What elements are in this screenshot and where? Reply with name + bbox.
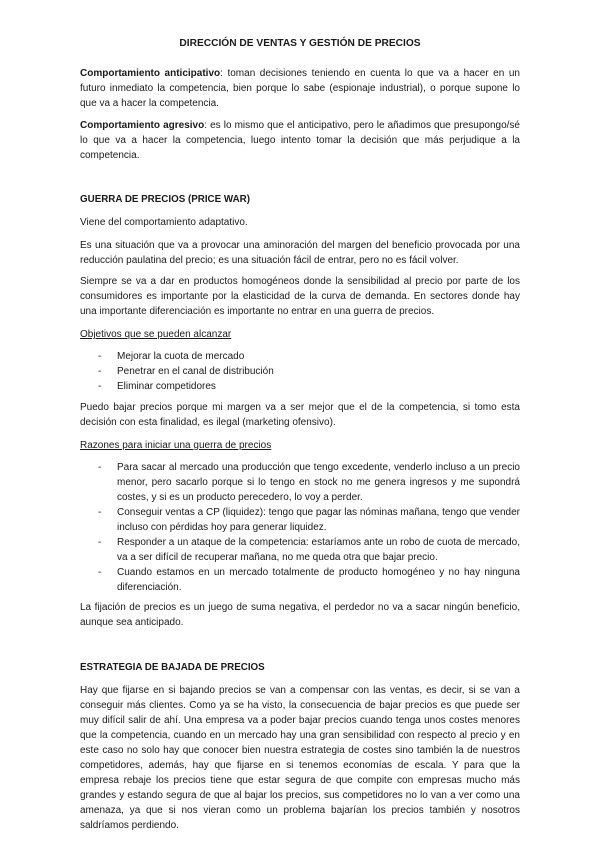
dash-bullet: - [98,567,102,578]
paragraph-guerra-3: Siempre se va a dar en productos homogéneos donde la sensibilidad al precio por parte de los consumidores es importante por la elasticidad de la curva de demanda. En sectores donde hay una importante diferenciación es importante no entrar en una guerra de precios. [80,276,520,317]
paragraph-guerra-4: Puedo bajar precios porque mi margen va a ser mejor que el de la competencia, si tomo esta decisión con esta finalidad, es ilegal (marketing ofensivo). [80,402,520,428]
term-anticipativo: Comportamiento anticipativo [80,68,221,79]
dash-bullet: - [98,507,102,518]
document-title: DIRECCIÓN DE VENTAS Y GESTIÓN DE PRECIOS [179,38,421,49]
list-item: - Cuando estamos en un mercado totalmente de producto homogéneo y no hay ninguna diferenciación. [98,567,520,593]
list-item: - Eliminar competidores [98,381,216,392]
list-item: - Responder a un ataque de la competencia: estaríamos ante un robo de cuota de mercado, va a ser difícil de recuperar mañana, no me queda otra que bajar precio. [98,537,520,563]
subheading-razones: Razones para iniciar una guerra de precios [80,440,272,451]
dash-bullet: - [98,366,102,377]
list-item: - Penetrar en el canal de distribución [98,366,274,377]
dash-bullet: - [98,462,102,473]
text-anticipativo: : toman decisiones teniendo en cuenta lo que va a hacer en un futuro inmediato la competencia, bien porque lo sabe (espionaje industrial), o porque supone lo que va a hacer la competencia. [80,68,520,109]
dash-bullet: - [98,351,102,362]
paragraph-agresivo [80,118,520,163]
paragraph-guerra-1: Viene del comportamiento adaptativo. [80,217,248,228]
heading-estrategia-bajada-precios: ESTRATEGIA DE BAJADA DE PRECIOS [80,662,265,673]
list-item: - Para sacar al mercado una producción que tengo excedente, venderlo incluso a un precio menor, pero sacarlo porque si lo tengo en stock no me genera ingresos y me supondrá costes, y si es un producto perecedero, lo voy a perder. [98,462,520,503]
heading-guerra-de-precios: GUERRA DE PRECIOS (PRICE WAR) [80,194,251,205]
dash-bullet: - [98,381,102,392]
paragraph-guerra-5: La fijación de precios es un juego de suma negativa, el perdedor no va a sacar ningún beneficio, aunque sea anticipado. [80,602,520,628]
list-objetivos [80,349,520,394]
term-agresivo: Comportamiento agresivo [80,120,205,131]
dash-bullet: - [98,537,102,548]
list-razones [80,460,520,595]
paragraph-guerra-2: Es una situación que va a provocar una aminoración del margen del beneficio provocada por una reducción paulatina del precio; es una situación fácil de entrar, pero no es fácil volver. [80,240,520,266]
paragraph-anticipativo [80,66,520,111]
list-item: - Mejorar la cuota de mercado [98,351,245,362]
subheading-objetivos: Objetivos que se pueden alcanzar [80,329,232,340]
text-agresivo: : es lo mismo que el anticipativo, pero le añadimos que presupongo/sé lo que va a hacer la competencia, luego intento tomar la decisión que más perjudique a la competencia. [80,120,520,161]
paragraph-estrategia-1: Hay que fijarse en si bajando precios se van a compensar con las ventas, es decir, si se van a conseguir más clientes. Como ya se ha visto, la consecuencia de bajar precios es que puede ser muy difícil salir de ahí. Una empresa va a poder bajar precios cuando tenga unos costes menores que la competencia, cuando en un mercado hay una gran sensibilidad con respecto al precio y en este caso no solo hay que conocer bien nuestra estrategia de costes sino también la de nuestros competidores, además, hay que fijarse en si tenemos economías de escala. Y para que la empresa rebaje los precios tiene que estar segura de que compite con empresas mucho más grandes y estando segura de que al bajar los precios, sus competidores no lo van a ver como una amenaza, ya que si nos vieran como un problema bajarían los precios también y nosotros saldríamos perdiendo. [80,685,520,831]
list-item: - Conseguir ventas a CP (liquidez): tengo que pagar las nóminas mañana, tengo que vender incluso con pérdidas hoy para generar liquidez. [98,507,520,533]
